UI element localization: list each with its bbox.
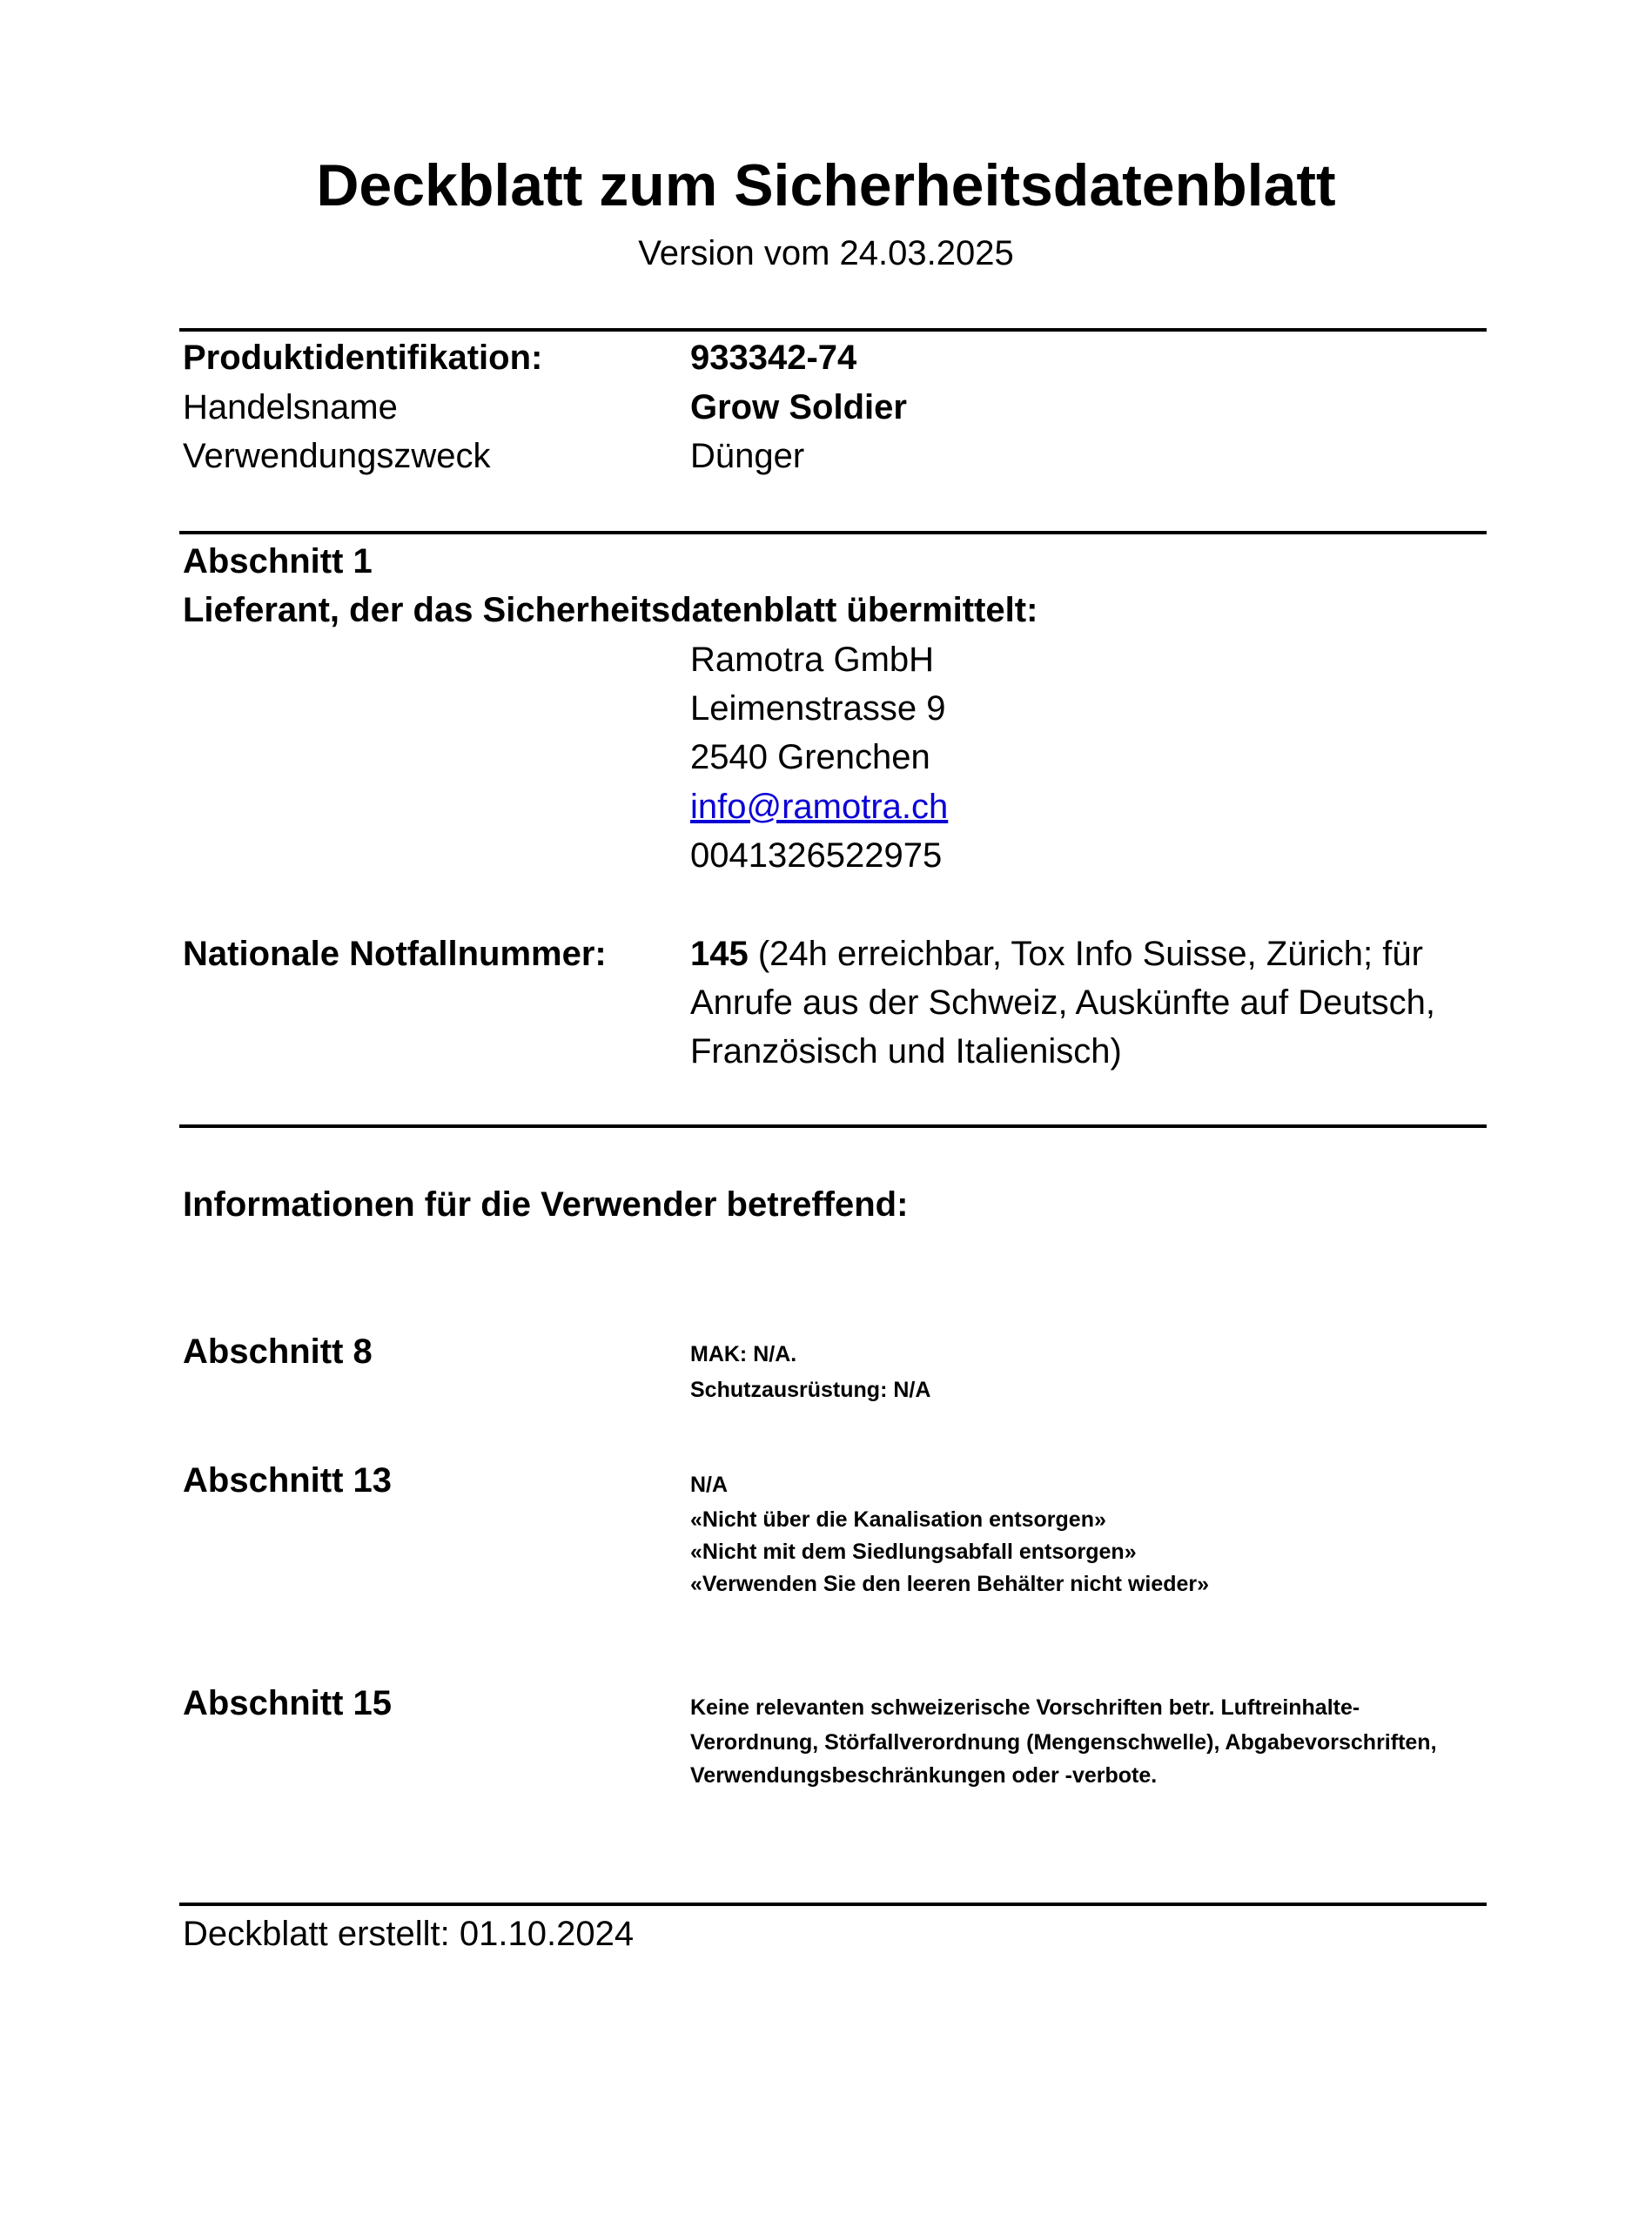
trade-name-value: Grow Soldier [690,388,907,426]
trade-name-label: Handelsname [183,388,398,426]
section15-line: Verwendungsbeschränkungen oder -verbote. [690,1763,1158,1788]
divider-footer [179,1903,1487,1906]
supplier-phone: 0041326522975 [690,836,943,875]
section15-line: Keine relevanten schweizerische Vorschriften betr. Luftreinhalte- [690,1695,1360,1720]
divider-top [179,328,1487,332]
emergency-number: 145 [690,935,749,973]
section13-line: «Verwenden Sie den leeren Behälter nicht wieder» [690,1572,1210,1596]
emergency-line-1-text: (24h erreichbar, Tox Info Suisse, Zürich; für [748,935,1423,973]
product-id-value: 933342-74 [690,339,857,377]
purpose-value: Dünger [690,437,805,475]
section1-heading: Abschnitt 1 [183,542,373,581]
section15-label: Abschnitt 15 [183,1684,393,1722]
version-date: Version vom 24.03.2025 [638,234,1014,272]
supplier-city: 2540 Grenchen [690,738,930,776]
emergency-label: Nationale Notfallnummer: [183,935,607,973]
section15-line: Verordnung, Störfallverordnung (Mengenschwelle), Abgabevorschriften, [690,1730,1437,1755]
section13-line: «Nicht mit dem Siedlungsabfall entsorgen» [690,1540,1137,1564]
supplier-company: Ramotra GmbH [690,641,935,679]
created-date: Deckblatt erstellt: 01.10.2024 [183,1915,635,1953]
supplier-label: Lieferant, der das Sicherheitsdatenblatt übermittelt: [183,591,1038,629]
supplier-street: Leimenstrasse 9 [690,689,946,728]
section8-line: Schutzausrüstung: N/A [690,1378,931,1402]
section13-line: N/A [690,1473,729,1497]
product-id-label: Produktidentifikation: [183,339,543,377]
user-info-heading: Informationen für die Verwender betreffend: [183,1185,909,1224]
divider-user-info [179,1124,1487,1128]
page-title: Deckblatt zum Sicherheitsdatenblatt [316,152,1336,218]
section8-label: Abschnitt 8 [183,1332,373,1371]
section13-line: «Nicht über die Kanalisation entsorgen» [690,1507,1106,1532]
purpose-label: Verwendungszweck [183,437,491,475]
section13-label: Abschnitt 13 [183,1461,393,1500]
emergency-line-2: Anrufe aus der Schweiz, Auskünfte auf Deutsch, [690,983,1436,1022]
section8-line: MAK: N/A. [690,1342,797,1366]
supplier-email-link[interactable]: info@ramotra.ch [690,788,949,826]
emergency-line-1 [690,930,1423,978]
divider-section1 [179,531,1487,534]
emergency-line-3: Französisch und Italienisch) [690,1032,1122,1071]
